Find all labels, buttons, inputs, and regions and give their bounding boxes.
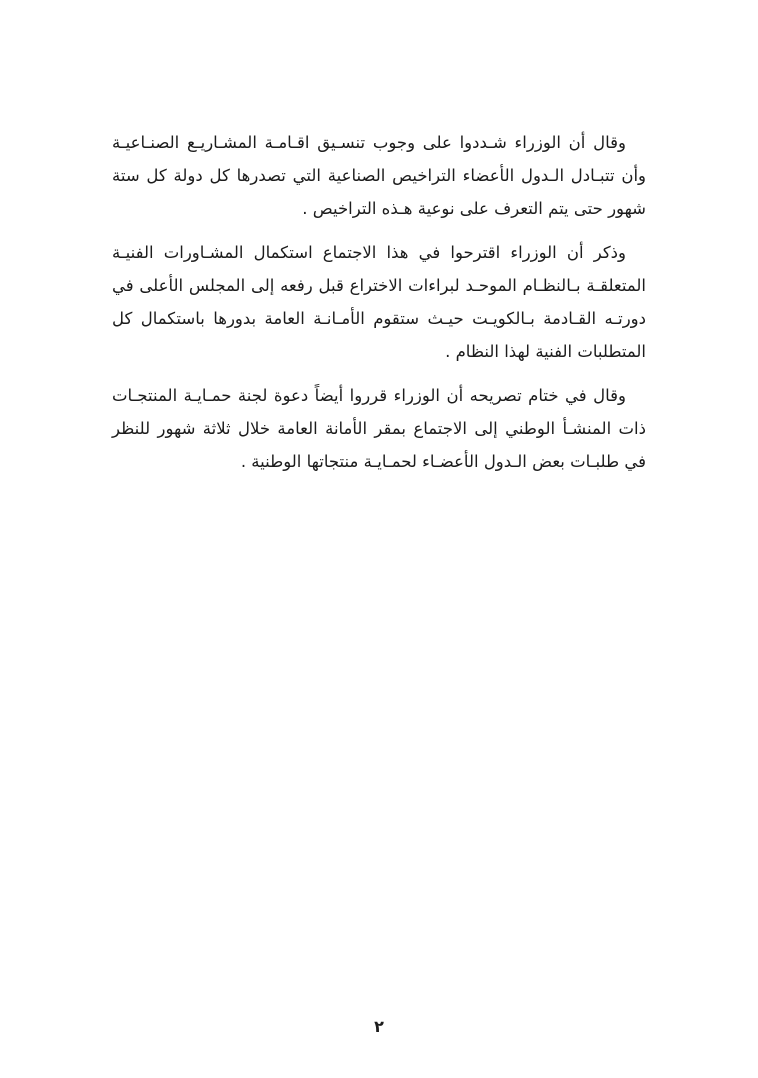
paragraph-3: وقال في ختام تصريحه أن الوزراء قرروا أيضاً دعوة لجنة حمـايـة المنتجـات ذات المنشـأ الوطني إلى الاجتماع بمقر الأمانة العامة خلال ثلاثة شهور للنظر في طلبـات بعض الـدول الأعضـاء لحمـايـة منتجاتها الوطنية . bbox=[112, 386, 646, 471]
paragraph-2: وذكر أن الوزراء اقترحوا في هذا الاجتماع استكمال المشـاورات الفنيـة المتعلقـة بـالنظـام الموحـد لبراءات الاختراع قبل رفعه إلى المجلس الأعلى في دورتـه القـادمة بـالكويـت حيـث ستقوم الأمـانـة العامة بدورها باستكمال كل المتطلبات الفنية لهذا النظام . bbox=[112, 243, 646, 361]
page-number: ٢ bbox=[374, 1017, 384, 1036]
document-body bbox=[112, 126, 646, 489]
paragraph-1: وقال أن الوزراء شـددوا على وجوب تنسـيق اقـامـة المشـاريـع الصنـاعيـة وأن تتبـادل الـدول الأعضاء التراخيص الصناعية التي تصدرها كل دولة كل ستة شهور حتى يتم التعرف على نوعية هـذه التراخيص . bbox=[112, 133, 646, 218]
